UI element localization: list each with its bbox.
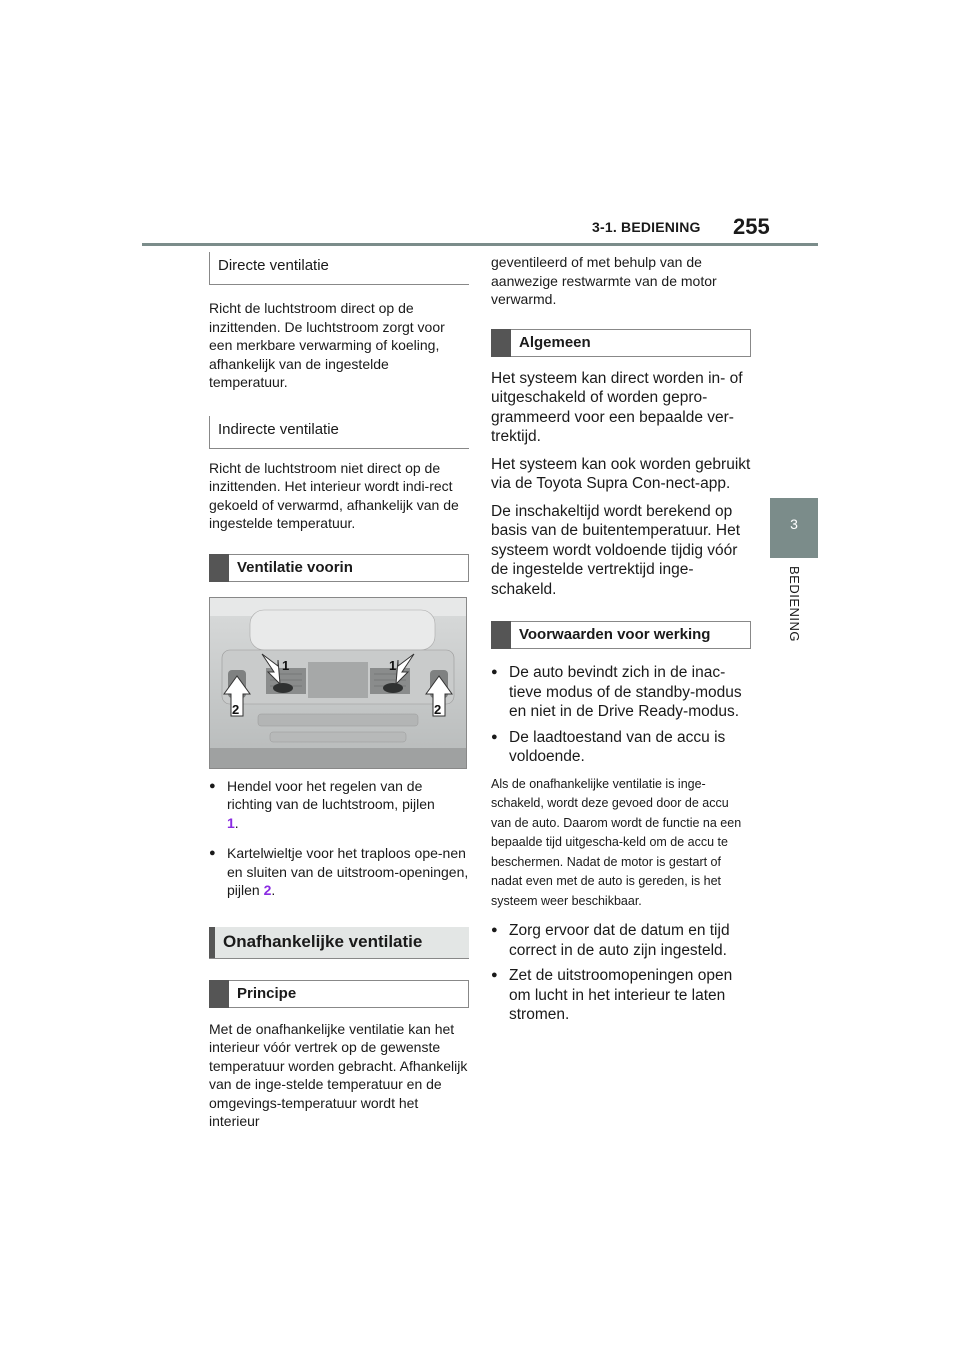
preparation-list — [491, 921, 751, 1025]
chapter-tab-number: 3 — [790, 516, 798, 532]
vent-controls-list — [209, 777, 469, 900]
reference-number-1: 1 — [227, 814, 235, 831]
directe-ventilatie-text: Richt de luchtstroom direct op de inzittenden. De luchtstroom zorgt voor een merkbare verwarming of koeling, afhankelijk van de ingestelde temperatuur. — [209, 300, 445, 390]
ventilatie-voorin-heading: Ventilatie voorin — [209, 554, 469, 582]
indirecte-ventilatie-heading: Indirecte ventilatie — [209, 416, 469, 449]
bullet-text-wheel: Kartelwieltje voor het traploos ope-nen en sluiten van de uitstroom-openingen, pijlen — [227, 845, 469, 898]
conditions-list — [491, 663, 751, 767]
voorwaarden-heading: Voorwaarden voor werking — [491, 621, 751, 649]
right-column — [491, 253, 751, 1025]
page-number: 255 — [733, 214, 770, 239]
left-column — [209, 252, 469, 1131]
list-item: ● Kartelwieltje voor het traploos ope-nen en sluiten van de uitstroom-openingen, pijlen 2. — [209, 844, 469, 900]
algemeen-paragraph-3: De inschakeltijd wordt berekend op basis van de buitentemperatuur. Het systeem wordt voldoende tijdig vóór de ingestelde vertrektijd inge-schakeld. — [491, 502, 741, 598]
list-item: ● Hendel voor het regelen van de richting van de luchtstroom, pijlen 1. — [209, 777, 469, 833]
indirecte-ventilatie-text: Richt de luchtstroom niet direct op de inzittenden. Het interieur wordt indi-rect gekoeld of verwarmd, afhankelijk van de ingestelde temperatuur. — [209, 459, 459, 531]
header-rule — [142, 243, 818, 246]
figure-label-2-left: 2 — [232, 701, 240, 717]
principe-text: Met de onafhankelijke ventilatie kan het interieur vóór vertrek op de gewenste temperatuur worden gebracht. Afhankelijk van de inge-stelde temperatuur en de omgevings-temperatuur wordt het interieur — [209, 1020, 468, 1129]
battery-note: Als de onafhankelijke ventilatie is inge-schakeld, wordt deze gevoed door de accu van de auto. Daarom wordt de functie na een bepaalde tijd uitgescha-keld om de accu te beschermen. Nadat de motor is gestart of nadat even met de auto is gereden, is het systeem weer beschikbaar. — [491, 776, 742, 908]
onafhankelijke-ventilatie-heading: Onafhankelijke ventilatie — [209, 927, 469, 959]
chapter-title: 3-1. BEDIENING — [592, 219, 701, 235]
continued-text: geventileerd of met behulp van de aanwezige restwarmte van de motor verwarmd. — [491, 254, 717, 307]
bullet-text-lever: Hendel voor het regelen van de richting van de luchtstroom, pijlen — [227, 777, 435, 812]
dashboard-illustration — [210, 598, 466, 768]
list-item: ● Zet de uitstroomopeningen open om lucht in het interieur te laten stromen. — [491, 966, 751, 1025]
chapter-tab-label: BEDIENING — [787, 566, 802, 643]
list-item: ● Zorg ervoor dat de datum en tijd correct in de auto zijn ingesteld. — [491, 921, 751, 960]
reference-number-2: 2 — [263, 882, 272, 898]
figure-label-2-right: 2 — [434, 701, 442, 717]
dashboard-vents-figure — [209, 597, 467, 769]
figure-label-1-left: 1 — [282, 657, 290, 673]
principe-heading: Principe — [209, 980, 469, 1008]
algemeen-paragraph-1: Het systeem kan direct worden in- of uitgeschakeld of worden gepro-grammeerd voor een bepaalde ver-trektijd. — [491, 369, 743, 445]
list-item: ● De laadtoestand van de accu is voldoende. — [491, 728, 751, 767]
list-item: ● De auto bevindt zich in de inac-tieve modus of de standby-modus en niet in de Drive Ready-modus. — [491, 663, 751, 722]
directe-ventilatie-heading: Directe ventilatie — [209, 252, 469, 285]
figure-label-1-right: 1 — [389, 657, 397, 673]
algemeen-paragraph-2: Het systeem kan ook worden gebruikt via de Toyota Supra Con-nect-app. — [491, 455, 751, 492]
chapter-tab — [770, 498, 818, 558]
algemeen-heading: Algemeen — [491, 329, 751, 357]
